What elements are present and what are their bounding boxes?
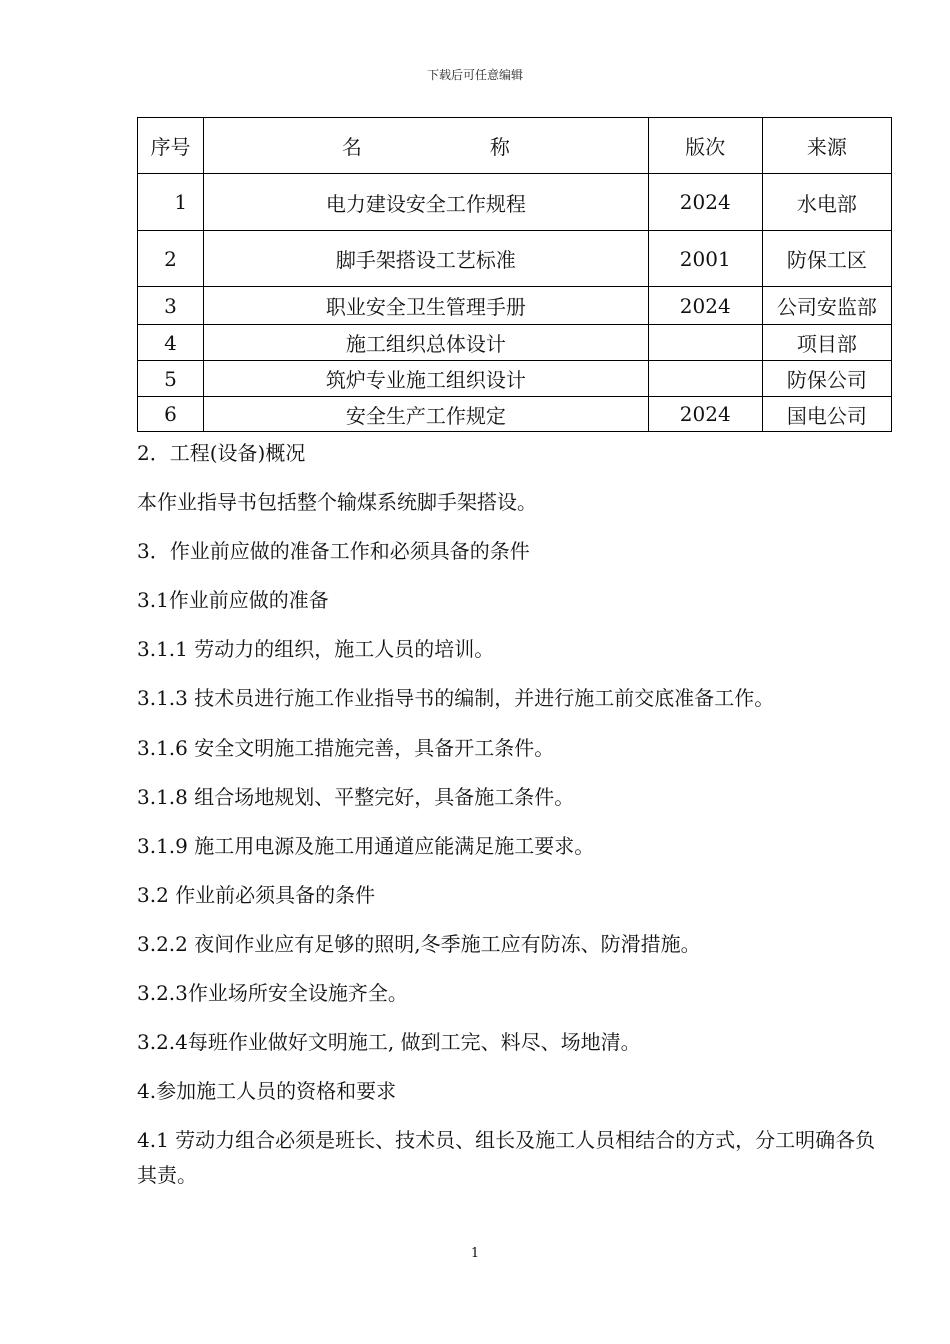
row-index: 6 [138,397,204,432]
section-heading: 4.参加施工人员的资格和要求 [137,1079,397,1104]
page-header-note: 下载后可任意编辑 [426,68,523,82]
row-source: 项目部 [762,325,891,361]
page-number: 1 [470,1246,480,1261]
subsection-heading: 3.2 作业前必须具备的条件 [137,882,376,907]
row-edition [648,361,762,397]
paragraph: 3.2.2 夜间作业应有足够的照明,冬季施工应有防冻、防滑措施。 [137,931,701,956]
header-source: 来源 [762,118,891,174]
row-edition: 2001 [648,231,762,287]
paragraph: 3.1.8 组合场地规划、平整完好，具备施工条件。 [137,784,575,809]
paragraph: 3.1.9 施工用电源及施工用通道应能满足施工要求。 [137,833,595,858]
row-source: 防保工区 [762,231,891,287]
document-body [137,436,882,1193]
row-index: 2 [138,231,204,287]
table-row [138,287,892,325]
subsection-heading: 3.1作业前应做的准备 [137,588,329,613]
table-row [138,174,892,231]
row-source: 防保公司 [762,361,891,397]
paragraph: 4.1 劳动力组合必须是班长、技术员、组长及施工人员相结合的方式，分工明确各负其责。 [137,1128,876,1188]
section-heading: 2．工程(设备)概况 [137,441,306,465]
row-source: 公司安监部 [762,287,891,325]
row-name: 电力建设安全工作规程 [204,174,649,231]
paragraph: 3.2.3作业场所安全设施齐全。 [137,981,408,1006]
table-header-row [138,118,892,174]
row-index: 5 [138,361,204,397]
table-row [138,231,892,287]
reference-table [137,117,892,432]
header-name [204,118,649,174]
row-name: 脚手架搭设工艺标准 [204,231,649,287]
row-edition: 2024 [648,287,762,325]
row-source: 国电公司 [762,397,891,432]
row-edition: 2024 [648,397,762,432]
row-name: 施工组织总体设计 [204,325,649,361]
header-index: 序号 [138,118,204,174]
paragraph: 3.1.3 技术员进行施工作业指导书的编制，并进行施工前交底准备工作。 [137,686,775,711]
paragraph: 3.1.1 劳动力的组织，施工人员的培训。 [137,637,495,662]
paragraph: 3.2.4每班作业做好文明施工, 做到工完、料尽、场地清。 [137,1030,641,1055]
header-name-part1: 名 [341,135,362,159]
row-index: 4 [138,325,204,361]
row-name: 职业安全卫生管理手册 [204,287,649,325]
header-edition: 版次 [648,118,762,174]
table-row [138,361,892,397]
row-edition [648,325,762,361]
row-name: 筑炉专业施工组织设计 [204,361,649,397]
table-row [138,397,892,432]
table-row [138,325,892,361]
row-name: 安全生产工作规定 [204,397,649,432]
header-name-part2: 称 [489,135,510,159]
row-edition: 2024 [648,174,762,231]
paragraph: 3.1.6 安全文明施工措施完善，具备开工条件。 [137,735,555,760]
row-index: 3 [138,287,204,325]
section-heading: 3．作业前应做的准备工作和必须具备的条件 [137,539,530,564]
row-source: 水电部 [762,174,891,231]
row-index: 1 [138,174,204,231]
paragraph: 本作业指导书包括整个输煤系统脚手架搭设。 [137,490,537,515]
